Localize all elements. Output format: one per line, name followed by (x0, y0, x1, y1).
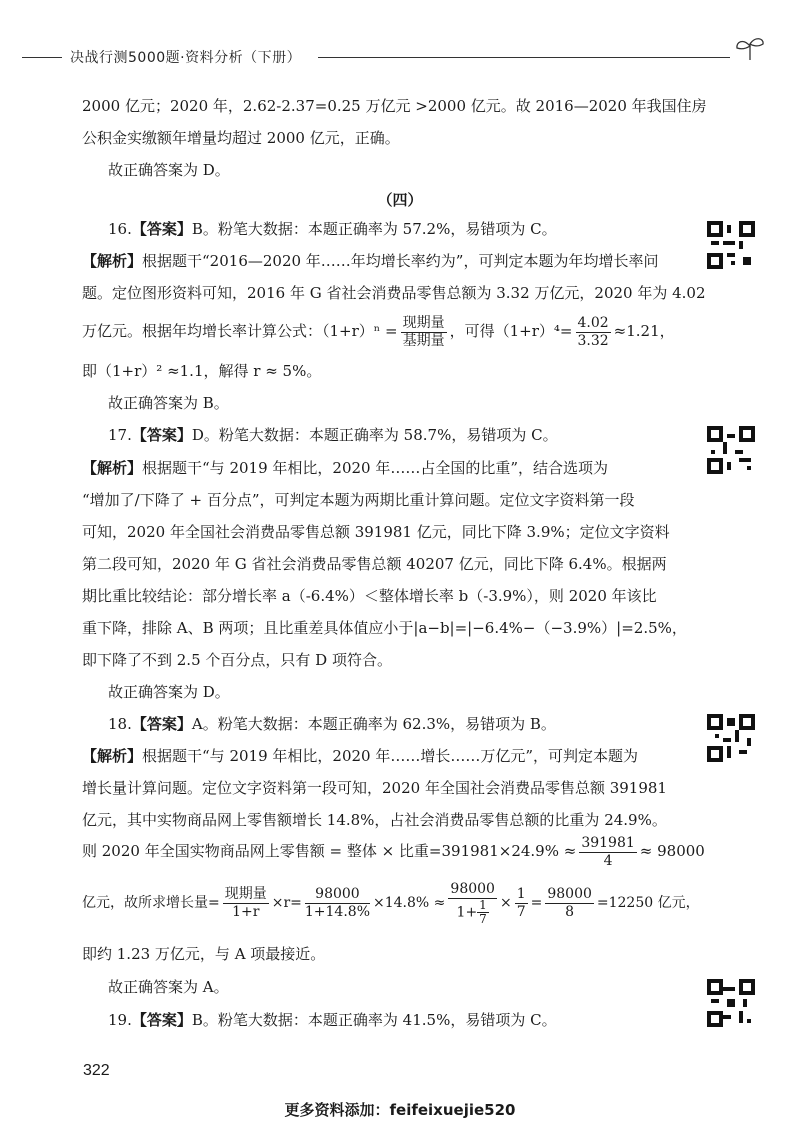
para-text: 则 2020 年全国实物商品网上零售额 = 整体 × 比重=391981×24.9% ≈ (82, 842, 577, 860)
numerator: 现期量 (402, 314, 445, 331)
qr-code-icon (707, 979, 755, 1027)
para-text: = (530, 895, 543, 911)
para-line: 亿元，其中实物商品网上零售额增长 14.8%，占社会消费品零售总额的比重为 24.9%。 (82, 811, 667, 829)
fraction (545, 886, 594, 921)
q17-answer (108, 425, 558, 445)
para-line: 2000 亿元；2020 年，2.62-2.37=0.25 万亿元 >2000 亿元。故 2016—2020 年我国住房 (82, 97, 707, 115)
para-text: =12250 亿元， (596, 895, 700, 911)
para-line: “增加了/下降了 + 百分点”，可判定本题为两期比重计算问题。定位文字资料第一段 (82, 491, 635, 509)
numerator: 现期量 (224, 885, 267, 902)
numerator: 98000 (450, 880, 495, 897)
denominator: 7 (479, 911, 487, 926)
q16-analysis-line (82, 251, 658, 271)
fraction (515, 886, 528, 921)
answer-line: 故正确答案为 B。 (108, 394, 229, 412)
header-rule-left (22, 57, 62, 58)
sprout-icon (733, 34, 767, 62)
para-line: 重下降，排除 A、B 两项；且比重差具体值应小于|a−b|=|−6.4%−（−3.9%）|=2.5%， (82, 619, 687, 637)
q18-number: 18. (108, 715, 132, 733)
para-text: ×r= (271, 895, 302, 911)
denominator: 4 (603, 852, 613, 869)
numerator: 1 (516, 885, 526, 902)
para-line: 即下降了不到 2.5 个百分点，只有 D 项符合。 (82, 651, 392, 669)
fraction (401, 315, 447, 350)
numerator: 1 (479, 897, 487, 912)
fraction (305, 886, 370, 921)
q18-answer (108, 714, 556, 734)
qr-code-icon (707, 426, 755, 474)
analysis-tag: 【解析】 (82, 252, 143, 270)
q16-answer (108, 219, 557, 239)
para-line: 增长量计算问题。定位文字资料第一段可知，2020 年全国社会消费品零售总额 391981 (82, 779, 667, 797)
para-line: 题。定位图形资料可知，2016 年 G 省社会消费品零售总额为 3.32 万亿元，2020 年为 4.02 (82, 284, 706, 302)
formula-line (82, 312, 675, 350)
numerator: 4.02 (577, 314, 609, 331)
numerator: 98000 (547, 885, 592, 902)
para-text: 万亿元。根据年均增长率计算公式：（1+r）ⁿ = (82, 322, 398, 340)
answer-line: 故正确答案为 D。 (108, 161, 230, 179)
q17-answer-text: D。粉笔大数据：本题正确率为 58.7%，易错项为 C。 (191, 426, 558, 444)
para-line: 可知，2020 年全国社会消费品零售总额 391981 亿元，同比下降 3.9%；定位文字资料 (82, 523, 670, 541)
formula-line (82, 832, 705, 870)
para-text: ≈ 98000 (639, 842, 705, 860)
section-title: （四） (377, 191, 423, 209)
fraction (448, 881, 497, 926)
para-text: ，可得（1+r）⁴= (449, 322, 573, 340)
qr-code-icon (707, 714, 755, 762)
q19-number: 19. (108, 1011, 132, 1029)
answer-line: 故正确答案为 A。 (108, 978, 229, 996)
answer-tag: 【答案】 (131, 220, 192, 238)
q17-analysis-line (82, 458, 608, 478)
para-text: ≈1.21， (613, 322, 675, 340)
denominator: 1+r (232, 903, 260, 920)
q17-number: 17. (108, 426, 132, 444)
denominator (448, 899, 497, 926)
denominator: 8 (565, 903, 575, 920)
fraction (576, 315, 611, 350)
para-line: 期比重比较结论：部分增长率 a（-6.4%）＜整体增长率 b（-3.9%），则 2020 年该比 (82, 587, 657, 605)
denominator: 3.32 (577, 332, 609, 349)
fraction (477, 899, 489, 926)
answer-tag: 【答案】 (131, 426, 192, 444)
formula-line (82, 877, 700, 929)
numerator: 391981 (581, 834, 635, 851)
q16-answer-text: B。粉笔大数据：本题正确率为 57.2%，易错项为 C。 (191, 220, 557, 238)
para-text: × (499, 895, 512, 911)
answer-tag: 【答案】 (131, 715, 192, 733)
header-title: 决战行测5000题·资料分析（下册） (70, 50, 302, 66)
page-number: 322 (83, 1062, 110, 1079)
answer-line: 故正确答案为 D。 (108, 683, 230, 701)
denominator: 1+14.8% (304, 903, 371, 920)
fraction (579, 835, 636, 870)
para-line: 第二段可知，2020 年 G 省社会消费品零售总额 40207 亿元，同比下降 6.4%。根据两 (82, 555, 667, 573)
para-text: 根据题干“与 2019 年相比，2020 年……增长……万亿元”，可判定本题为 (142, 747, 639, 765)
fraction (223, 886, 269, 921)
para-text: ×14.8% ≈ (373, 895, 446, 911)
para-text: 根据题干“2016—2020 年……年均增长率约为”，可判定本题为年均增长率问 (142, 252, 659, 270)
denominator: 7 (516, 903, 526, 920)
para-line: 公积金实缴额年增量均超过 2000 亿元，正确。 (82, 129, 400, 147)
footer-watermark-text: 更多资料添加：feifeixuejie520 (284, 1101, 516, 1119)
q18-analysis-line (82, 746, 638, 766)
q18-answer-text: A。粉笔大数据：本题正确率为 62.3%，易错项为 B。 (191, 715, 556, 733)
qr-code-icon (707, 221, 755, 269)
para-text: 1+ (456, 904, 478, 920)
header-rule-right (318, 57, 730, 58)
para-text: 根据题干“与 2019 年相比，2020 年……占全国的比重”，结合选项为 (142, 459, 609, 477)
analysis-tag: 【解析】 (82, 747, 143, 765)
para-text: 亿元，故所求增长量= (82, 895, 220, 911)
q19-answer (108, 1010, 557, 1030)
q19-answer-text: B。粉笔大数据：本题正确率为 41.5%，易错项为 C。 (191, 1011, 557, 1029)
numerator: 98000 (305, 886, 370, 904)
para-line: 即约 1.23 万亿元，与 A 项最接近。 (82, 945, 326, 963)
analysis-tag: 【解析】 (82, 459, 143, 477)
answer-tag: 【答案】 (131, 1011, 192, 1029)
denominator: 基期量 (402, 332, 445, 349)
para-line: 即（1+r）² ≈1.1，解得 r ≈ 5%。 (82, 362, 322, 380)
q16-number: 16. (108, 220, 132, 238)
